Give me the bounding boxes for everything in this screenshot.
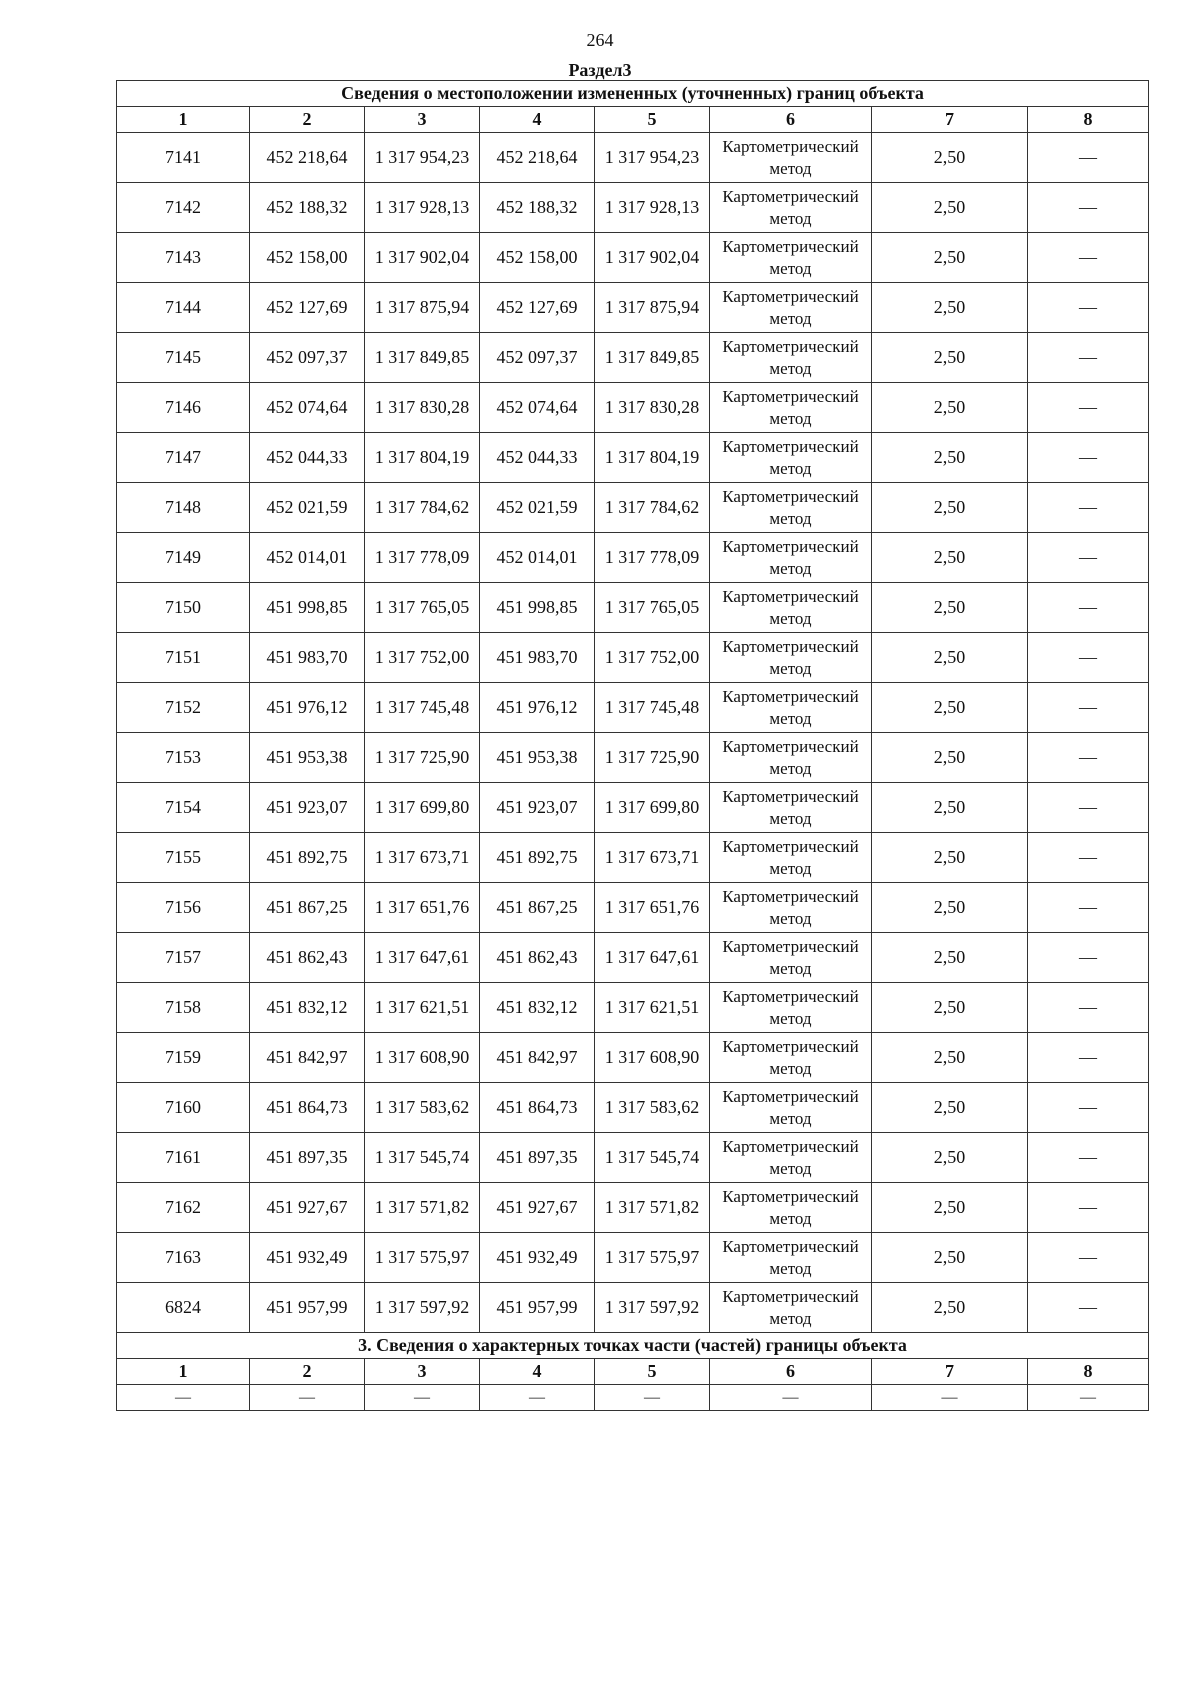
table-body bbox=[117, 81, 1149, 1411]
table-cell: — bbox=[1028, 1233, 1149, 1283]
table-cell: 2,50 bbox=[872, 983, 1028, 1033]
table-row bbox=[117, 333, 1149, 383]
table-cell: — bbox=[872, 1385, 1028, 1411]
column-number-header: 4 bbox=[480, 107, 595, 133]
table-cell: 452 014,01 bbox=[250, 533, 365, 583]
table-cell: Картометрический метод bbox=[710, 383, 872, 433]
table-cell: 1 317 597,92 bbox=[365, 1283, 480, 1333]
table-row bbox=[117, 1183, 1149, 1233]
table-cell: 2,50 bbox=[872, 1283, 1028, 1333]
table-cell: 2,50 bbox=[872, 833, 1028, 883]
table-cell: 451 923,07 bbox=[480, 783, 595, 833]
table-cell: 451 864,73 bbox=[250, 1083, 365, 1133]
table-cell: 2,50 bbox=[872, 1083, 1028, 1133]
table-cell: 7156 bbox=[117, 883, 250, 933]
table-cell: 2,50 bbox=[872, 933, 1028, 983]
table-cell: 451 832,12 bbox=[250, 983, 365, 1033]
table-cell: 1 317 875,94 bbox=[365, 283, 480, 333]
table-cell: 1 317 928,13 bbox=[365, 183, 480, 233]
table-row bbox=[117, 933, 1149, 983]
table-cell: 451 832,12 bbox=[480, 983, 595, 1033]
table-cell: 452 014,01 bbox=[480, 533, 595, 583]
table-cell: — bbox=[1028, 183, 1149, 233]
table-cell: 452 127,69 bbox=[250, 283, 365, 333]
table-cell: Картометрический метод bbox=[710, 283, 872, 333]
table-cell: 1 317 778,09 bbox=[595, 533, 710, 583]
table-row bbox=[117, 633, 1149, 683]
table-cell: 1 317 745,48 bbox=[365, 683, 480, 733]
table-cell: Картометрический метод bbox=[710, 233, 872, 283]
table-cell: 451 897,35 bbox=[480, 1133, 595, 1183]
table-cell: Картометрический метод bbox=[710, 983, 872, 1033]
table-cell: 1 317 902,04 bbox=[595, 233, 710, 283]
table-cell: 451 867,25 bbox=[480, 883, 595, 933]
table-cell: 451 927,67 bbox=[480, 1183, 595, 1233]
column-number-header: 1 bbox=[117, 1359, 250, 1385]
table-cell: 1 317 784,62 bbox=[595, 483, 710, 533]
table-cell: — bbox=[1028, 1385, 1149, 1411]
table-cell: 7161 bbox=[117, 1133, 250, 1183]
table-cell: 7144 bbox=[117, 283, 250, 333]
table-cell: 7148 bbox=[117, 483, 250, 533]
table-cell: 1 317 647,61 bbox=[595, 933, 710, 983]
table-cell: — bbox=[1028, 633, 1149, 683]
table-cell: 2,50 bbox=[872, 1133, 1028, 1183]
table-cell: 7146 bbox=[117, 383, 250, 433]
table-row bbox=[117, 133, 1149, 183]
table-cell: Картометрический метод bbox=[710, 183, 872, 233]
table-cell: 1 317 545,74 bbox=[595, 1133, 710, 1183]
table-cell: Картометрический метод bbox=[710, 583, 872, 633]
table-cell: 2,50 bbox=[872, 633, 1028, 683]
table-cell: 2,50 bbox=[872, 1233, 1028, 1283]
table-row bbox=[117, 683, 1149, 733]
table-cell: 451 892,75 bbox=[480, 833, 595, 883]
table-cell: 7155 bbox=[117, 833, 250, 883]
table-cell: — bbox=[1028, 1283, 1149, 1333]
column-number-header: 5 bbox=[595, 107, 710, 133]
table-row bbox=[117, 383, 1149, 433]
table-cell: 1 317 745,48 bbox=[595, 683, 710, 733]
table-cell: 1 317 597,92 bbox=[595, 1283, 710, 1333]
table-cell: 451 957,99 bbox=[250, 1283, 365, 1333]
table-cell: 1 317 575,97 bbox=[365, 1233, 480, 1283]
table-cell: 451 842,97 bbox=[480, 1033, 595, 1083]
table-cell: 451 953,38 bbox=[480, 733, 595, 783]
table-cell: 1 317 545,74 bbox=[365, 1133, 480, 1183]
table-cell: — bbox=[1028, 383, 1149, 433]
table-row bbox=[117, 583, 1149, 633]
table-cell: 452 021,59 bbox=[250, 483, 365, 533]
table-cell: 1 317 621,51 bbox=[365, 983, 480, 1033]
table-cell: 7151 bbox=[117, 633, 250, 683]
table-cell: — bbox=[1028, 833, 1149, 883]
table1-caption: Сведения о местоположении измененных (уточненных) границ объекта bbox=[117, 81, 1149, 107]
table-cell: 7153 bbox=[117, 733, 250, 783]
table-cell: Картометрический метод bbox=[710, 933, 872, 983]
table-cell: 451 998,85 bbox=[250, 583, 365, 633]
table-cell: — bbox=[117, 1385, 250, 1411]
table-cell: 451 953,38 bbox=[250, 733, 365, 783]
table-cell: 1 317 583,62 bbox=[365, 1083, 480, 1133]
table-cell: 451 932,49 bbox=[250, 1233, 365, 1283]
table-cell: 451 923,07 bbox=[250, 783, 365, 833]
column-number-header: 6 bbox=[710, 1359, 872, 1385]
table-cell: 2,50 bbox=[872, 433, 1028, 483]
table-row bbox=[117, 983, 1149, 1033]
table-cell: 2,50 bbox=[872, 183, 1028, 233]
table-cell: 7154 bbox=[117, 783, 250, 833]
table-cell: Картометрический метод bbox=[710, 533, 872, 583]
table-cell: 451 892,75 bbox=[250, 833, 365, 883]
table-cell: 1 317 699,80 bbox=[365, 783, 480, 833]
table-cell: 1 317 608,90 bbox=[595, 1033, 710, 1083]
table-cell: 7157 bbox=[117, 933, 250, 983]
table-cell: 7162 bbox=[117, 1183, 250, 1233]
table-cell: 7141 bbox=[117, 133, 250, 183]
column-number-header: 2 bbox=[250, 1359, 365, 1385]
table-cell: 2,50 bbox=[872, 883, 1028, 933]
table-cell: 2,50 bbox=[872, 533, 1028, 583]
table-row bbox=[117, 783, 1149, 833]
table-cell: Картометрический метод bbox=[710, 1283, 872, 1333]
column-number-header: 8 bbox=[1028, 107, 1149, 133]
table2-caption: 3. Сведения о характерных точках части (частей) границы объекта bbox=[117, 1333, 1149, 1359]
table-cell: 451 864,73 bbox=[480, 1083, 595, 1133]
table-cell: Картометрический метод bbox=[710, 633, 872, 683]
table-cell: 2,50 bbox=[872, 333, 1028, 383]
table-cell: Картометрический метод bbox=[710, 1183, 872, 1233]
table-cell: — bbox=[1028, 783, 1149, 833]
table-cell: 1 317 875,94 bbox=[595, 283, 710, 333]
table-cell: 2,50 bbox=[872, 133, 1028, 183]
table-cell: 7160 bbox=[117, 1083, 250, 1133]
table-cell: — bbox=[1028, 433, 1149, 483]
table-cell: 7150 bbox=[117, 583, 250, 633]
table-cell: 1 317 778,09 bbox=[365, 533, 480, 583]
table-cell: 1 317 849,85 bbox=[365, 333, 480, 383]
table-cell: — bbox=[1028, 733, 1149, 783]
table-cell: 2,50 bbox=[872, 1183, 1028, 1233]
table-cell: 451 983,70 bbox=[250, 633, 365, 683]
table-cell: 1 317 673,71 bbox=[595, 833, 710, 883]
table-cell: — bbox=[1028, 233, 1149, 283]
table-cell: — bbox=[1028, 1133, 1149, 1183]
page-number: 264 bbox=[586, 30, 614, 50]
table-row bbox=[117, 1283, 1149, 1333]
table-cell: 451 867,25 bbox=[250, 883, 365, 933]
table-row bbox=[117, 1083, 1149, 1133]
table-row bbox=[117, 1233, 1149, 1283]
table-cell: — bbox=[1028, 1033, 1149, 1083]
column-number-header: 1 bbox=[117, 107, 250, 133]
table-cell: 451 927,67 bbox=[250, 1183, 365, 1233]
table-cell: 451 897,35 bbox=[250, 1133, 365, 1183]
table-cell: — bbox=[1028, 983, 1149, 1033]
table-cell: 6824 bbox=[117, 1283, 250, 1333]
table-cell: 1 317 725,90 bbox=[595, 733, 710, 783]
table-cell: 1 317 784,62 bbox=[365, 483, 480, 533]
column-number-header: 7 bbox=[872, 107, 1028, 133]
table-cell: Картометрический метод bbox=[710, 683, 872, 733]
table-row bbox=[117, 1133, 1149, 1183]
table-cell: Картометрический метод bbox=[710, 483, 872, 533]
table-cell: — bbox=[1028, 283, 1149, 333]
table-cell: 451 862,43 bbox=[250, 933, 365, 983]
table-cell: 1 317 928,13 bbox=[595, 183, 710, 233]
table-cell: — bbox=[365, 1385, 480, 1411]
table1-caption-row bbox=[117, 81, 1149, 107]
column-number-header: 2 bbox=[250, 107, 365, 133]
column-number-header: 3 bbox=[365, 107, 480, 133]
table-cell: 2,50 bbox=[872, 483, 1028, 533]
table-row bbox=[117, 883, 1149, 933]
table-cell: Картометрический метод bbox=[710, 733, 872, 783]
table-row bbox=[117, 183, 1149, 233]
table-cell: Картометрический метод bbox=[710, 1033, 872, 1083]
table-cell: 7142 bbox=[117, 183, 250, 233]
table1-column-numbers bbox=[117, 107, 1149, 133]
table-cell: 2,50 bbox=[872, 383, 1028, 433]
table-cell: 1 317 608,90 bbox=[365, 1033, 480, 1083]
column-number-header: 4 bbox=[480, 1359, 595, 1385]
table-cell: Картометрический метод bbox=[710, 433, 872, 483]
table-cell: 7147 bbox=[117, 433, 250, 483]
table-cell: 1 317 902,04 bbox=[365, 233, 480, 283]
table-row bbox=[117, 283, 1149, 333]
table-cell: 1 317 849,85 bbox=[595, 333, 710, 383]
table-cell: 1 317 830,28 bbox=[365, 383, 480, 433]
table-cell: 451 842,97 bbox=[250, 1033, 365, 1083]
table-cell: — bbox=[480, 1385, 595, 1411]
table-cell: Картометрический метод bbox=[710, 133, 872, 183]
table-cell: — bbox=[1028, 533, 1149, 583]
table-cell: Картометрический метод bbox=[710, 783, 872, 833]
table-row bbox=[117, 1033, 1149, 1083]
table-row bbox=[117, 733, 1149, 783]
table-cell: 1 317 954,23 bbox=[595, 133, 710, 183]
table-cell: 2,50 bbox=[872, 783, 1028, 833]
column-number-header: 3 bbox=[365, 1359, 480, 1385]
table-cell: — bbox=[1028, 483, 1149, 533]
table-cell: 1 317 804,19 bbox=[595, 433, 710, 483]
table-row bbox=[117, 433, 1149, 483]
table-cell: 7159 bbox=[117, 1033, 250, 1083]
table-cell: — bbox=[710, 1385, 872, 1411]
table-cell: Картометрический метод bbox=[710, 833, 872, 883]
table-cell: Картометрический метод bbox=[710, 1133, 872, 1183]
table-cell: 452 074,64 bbox=[480, 383, 595, 433]
table-cell: — bbox=[595, 1385, 710, 1411]
table-cell: 451 983,70 bbox=[480, 633, 595, 683]
table-cell: 1 317 765,05 bbox=[595, 583, 710, 633]
table-cell: 451 976,12 bbox=[480, 683, 595, 733]
table-cell: 1 317 621,51 bbox=[595, 983, 710, 1033]
table-cell: — bbox=[1028, 583, 1149, 633]
table-cell: 451 998,85 bbox=[480, 583, 595, 633]
table-row bbox=[117, 1385, 1149, 1411]
table-cell: 452 127,69 bbox=[480, 283, 595, 333]
table-cell: 451 862,43 bbox=[480, 933, 595, 983]
table-cell: 452 097,37 bbox=[250, 333, 365, 383]
table-cell: 452 158,00 bbox=[480, 233, 595, 283]
table-cell: 2,50 bbox=[872, 233, 1028, 283]
table-cell: — bbox=[1028, 933, 1149, 983]
table-row bbox=[117, 483, 1149, 533]
table-cell: 2,50 bbox=[872, 583, 1028, 633]
table-cell: 1 317 673,71 bbox=[365, 833, 480, 883]
table-cell: — bbox=[250, 1385, 365, 1411]
table-cell: 7152 bbox=[117, 683, 250, 733]
table-cell: — bbox=[1028, 883, 1149, 933]
table-cell: Картометрический метод bbox=[710, 883, 872, 933]
table-cell: 1 317 725,90 bbox=[365, 733, 480, 783]
table-cell: — bbox=[1028, 1183, 1149, 1233]
table-cell: 1 317 575,97 bbox=[595, 1233, 710, 1283]
table-cell: 452 188,32 bbox=[480, 183, 595, 233]
table-cell: — bbox=[1028, 333, 1149, 383]
column-number-header: 6 bbox=[710, 107, 872, 133]
table-cell: 1 317 651,76 bbox=[365, 883, 480, 933]
table-cell: 452 218,64 bbox=[250, 133, 365, 183]
table-cell: 7145 bbox=[117, 333, 250, 383]
table-row bbox=[117, 233, 1149, 283]
table-cell: 1 317 651,76 bbox=[595, 883, 710, 933]
section-title: Раздел3 bbox=[568, 60, 632, 80]
table-cell: 452 021,59 bbox=[480, 483, 595, 533]
table-cell: 1 317 699,80 bbox=[595, 783, 710, 833]
table-cell: 2,50 bbox=[872, 683, 1028, 733]
table-row bbox=[117, 833, 1149, 883]
table-cell: 452 074,64 bbox=[250, 383, 365, 433]
table-cell: 2,50 bbox=[872, 283, 1028, 333]
table-cell: 1 317 804,19 bbox=[365, 433, 480, 483]
table-cell: 1 317 830,28 bbox=[595, 383, 710, 433]
table-cell: 2,50 bbox=[872, 733, 1028, 783]
table-cell: 1 317 752,00 bbox=[365, 633, 480, 683]
table2-caption-row bbox=[117, 1333, 1149, 1359]
table-cell: 1 317 571,82 bbox=[365, 1183, 480, 1233]
table2-column-numbers bbox=[117, 1359, 1149, 1385]
table-cell: 451 976,12 bbox=[250, 683, 365, 733]
table-cell: Картометрический метод bbox=[710, 333, 872, 383]
table-cell: 2,50 bbox=[872, 1033, 1028, 1083]
table-cell: 7143 bbox=[117, 233, 250, 283]
column-number-header: 7 bbox=[872, 1359, 1028, 1385]
table-cell: 1 317 765,05 bbox=[365, 583, 480, 633]
table-cell: 7158 bbox=[117, 983, 250, 1033]
table-cell: 7149 bbox=[117, 533, 250, 583]
table-cell: 1 317 583,62 bbox=[595, 1083, 710, 1133]
table-cell: 1 317 647,61 bbox=[365, 933, 480, 983]
table-cell: 451 957,99 bbox=[480, 1283, 595, 1333]
table-cell: 452 044,33 bbox=[480, 433, 595, 483]
table-cell: — bbox=[1028, 1083, 1149, 1133]
table-cell: — bbox=[1028, 683, 1149, 733]
coordinates-table bbox=[116, 80, 1149, 1411]
table-cell: 451 932,49 bbox=[480, 1233, 595, 1283]
column-number-header: 8 bbox=[1028, 1359, 1149, 1385]
table-cell: 1 317 752,00 bbox=[595, 633, 710, 683]
table-cell: Картометрический метод bbox=[710, 1233, 872, 1283]
table-cell: 452 218,64 bbox=[480, 133, 595, 183]
table-cell: 452 188,32 bbox=[250, 183, 365, 233]
table-cell: 452 158,00 bbox=[250, 233, 365, 283]
table-cell: Картометрический метод bbox=[710, 1083, 872, 1133]
table-row bbox=[117, 533, 1149, 583]
table-cell: 452 097,37 bbox=[480, 333, 595, 383]
table-cell: — bbox=[1028, 133, 1149, 183]
table-cell: 7163 bbox=[117, 1233, 250, 1283]
table-cell: 1 317 571,82 bbox=[595, 1183, 710, 1233]
table-cell: 1 317 954,23 bbox=[365, 133, 480, 183]
table-cell: 452 044,33 bbox=[250, 433, 365, 483]
column-number-header: 5 bbox=[595, 1359, 710, 1385]
